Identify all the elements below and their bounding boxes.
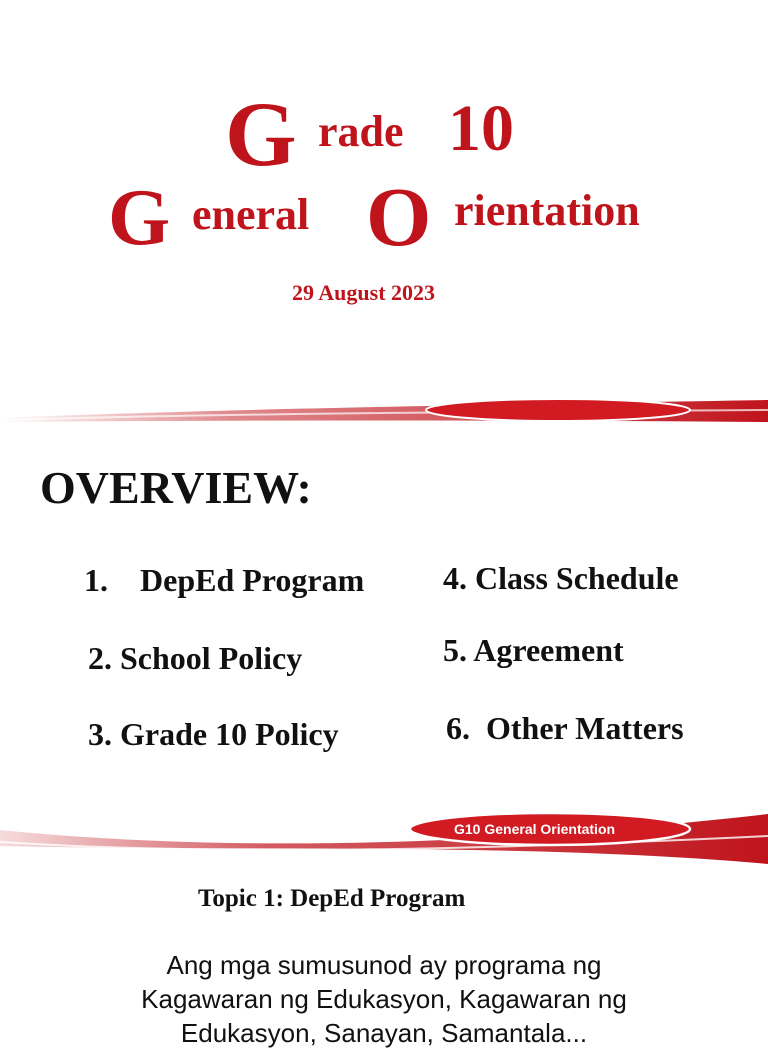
title-initial-o: O	[366, 171, 432, 264]
overview-item-1: 1. DepEd Program	[84, 562, 365, 598]
topic-body-line-2: Kagawaran ng Edukasyon, Kagawaran ng	[141, 984, 627, 1014]
red-swoosh-divider	[0, 396, 768, 436]
overview-heading: OVERVIEW:	[40, 462, 312, 513]
band-label: G10 General Orientation	[454, 821, 616, 837]
overview-item-6: 6. Other Matters	[446, 710, 684, 746]
topic-heading: Topic 1: DepEd Program	[198, 885, 466, 912]
title-initial-g: G	[225, 83, 297, 185]
title-word-eneral: eneral	[192, 190, 310, 239]
overview-item-4: 4. Class Schedule	[443, 560, 679, 596]
overview-item-2: 2. School Policy	[88, 640, 303, 676]
overview-item-3: 3. Grade 10 Policy	[88, 716, 339, 752]
title-number: 10	[448, 92, 514, 165]
topic-body	[0, 948, 768, 1050]
topic-body-line-3: Edukasyon, Sanayan, Samantala...	[180, 1018, 588, 1048]
title-initial-g2: G	[108, 174, 171, 262]
title-word-rade: rade	[318, 107, 404, 156]
presentation-date: 29 August 2023	[292, 280, 436, 305]
title-word-rientation: rientation	[454, 186, 640, 235]
red-swoosh-footer	[0, 806, 768, 870]
overview-item-5: 5. Agreement	[443, 632, 624, 668]
topic-body-line-1: Ang mga sumusunod ay programa ng	[166, 950, 602, 980]
